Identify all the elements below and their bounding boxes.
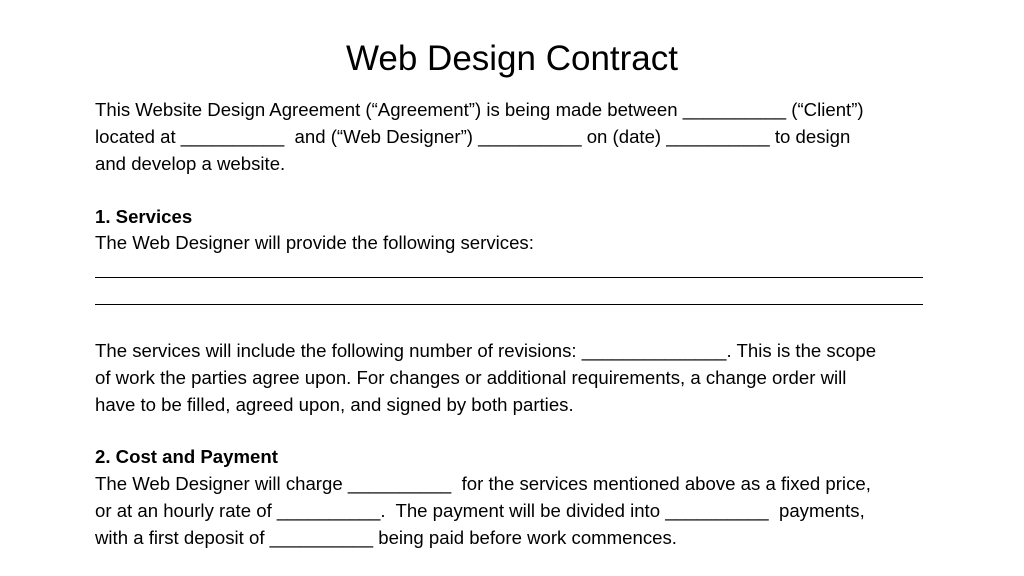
payment-line: or at an hourly rate of __________. The payment will be divided into __________ payments, [95,500,865,521]
payment-line: with a first deposit of __________ being paid before work commences. [95,527,677,548]
services-blank-line [95,304,923,305]
scope-line: The services will include the following number of revisions: ______________. This is the scope [95,340,877,361]
payment-line: The Web Designer will charge __________ for the services mentioned above as a fixed price, [95,473,871,494]
document-title: Web Design Contract [345,39,678,78]
services-lead-line: The Web Designer will provide the following services: [95,232,534,253]
intro-line: located at __________ and (“Web Designer”) __________ on (date) __________ to design [95,126,851,147]
intro-line: This Website Design Agreement (“Agreement”) is being made between __________ (“Client”) [95,99,864,120]
scope-line: have to be filled, agreed upon, and signed by both parties. [95,394,574,415]
intro-line: and develop a website. [95,153,286,174]
services-blank-line [95,277,923,278]
scope-line: of work the parties agree upon. For changes or additional requirements, a change order will [95,367,847,388]
section-heading-services: 1. Services [95,206,193,227]
section-heading-cost-payment: 2. Cost and Payment [95,446,278,467]
